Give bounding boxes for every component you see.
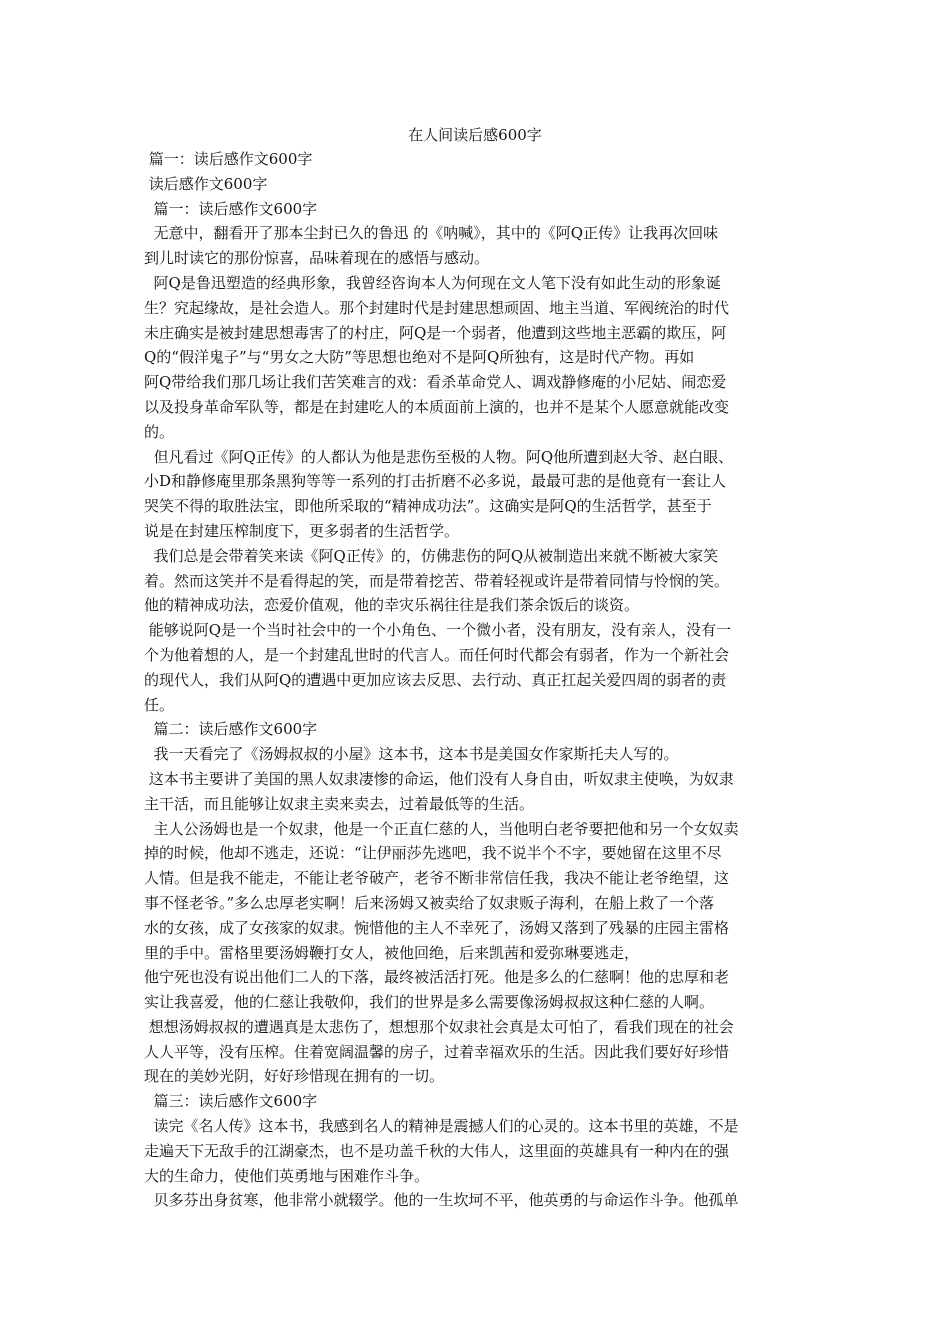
text-line: Q的“假洋鬼子”与“男女之大防”等思想也绝对不是阿Q所独有，这是时代产物。再如 <box>144 348 695 367</box>
text-line: 生？究起缘故，是社会造人。那个封建时代是封建思想顽固、地主当道、军阀统治的时代 <box>144 298 730 317</box>
text-line: 走遍天下无敌手的江湖豪杰，也不是功盖千秋的大伟人，这里面的英雄具有一种内在的强 <box>144 1141 730 1160</box>
text-line: 实让我喜爱，他的仁慈让我敬仰，我们的世界是多么需要像汤姆叔叔这种仁慈的人啊。 <box>144 993 715 1012</box>
text-line: 贝多芬出身贫寒，他非常小就辍学。他的一生坎坷不平，他英勇的与命运作斗争。他孤单 <box>144 1191 739 1210</box>
text-line: 我一天看完了《汤姆叔叔的小屋》这本书，这本书是美国女作家斯托夫人写的。 <box>144 745 679 764</box>
text-line: 我们总是会带着笑来读《阿Q正传》的，仿佛悲伤的阿Q从被制造出来就不断被大家笑 <box>144 546 719 565</box>
text-line: 读完《名人传》这本书，我感到名人的精神是震撼人们的心灵的。这本书里的英雄，不是 <box>144 1117 739 1136</box>
text-line: 他的精神成功法，恋爱价值观，他的幸灾乐祸往往是我们茶余饭后的谈资。 <box>144 596 640 615</box>
text-line: 能够说阿Q是一个当时社会中的一个小角色、一个微小者，没有朋友，没有亲人，没有一 <box>144 621 732 640</box>
text-line: 水的女孩，成了女孩家的奴隶。惋惜他的主人不幸死了，汤姆又落到了残暴的庄园主雷格 <box>144 918 730 937</box>
text-line: 阿Q是鲁迅塑造的经典形象，我曾经咨询本人为何现在文人笔下没有如此生动的形象诞 <box>144 273 721 292</box>
text-line: 的现代人，我们从阿Q的遭遇中更加应该去反思、去行动、真正扛起关爱四周的弱者的责 <box>144 670 727 689</box>
text-line: 着。然而这笑并不是看得起的笑，而是带着挖苦、带着轻视或许是带着同情与怜悯的笑。 <box>144 571 730 590</box>
text-line: 掉的时候，他却不逃走，还说：“让伊丽莎先逃吧，我不说半个不字，要她留在这里不尽 <box>144 844 722 863</box>
text-line: 现在的美妙光阴，好好珍惜现在拥有的一切。 <box>144 1067 445 1086</box>
text-line: 事不怪老爷。”多么忠厚老实啊！后来汤姆又被卖给了奴隶贩子海利，在船上救了一个落 <box>144 893 715 912</box>
text-line: 主干活，而且能够让奴隶主卖来卖去，过着最低等的生活。 <box>144 794 535 813</box>
text-line: 主人公汤姆也是一个奴隶，他是一个正直仁慈的人，当他明白老爷要把他和另一个女奴卖 <box>144 819 739 838</box>
text-line: 他宁死也没有说出他们二人的下落，最终被活活打死。他是多么的仁慈啊！他的忠厚和老 <box>144 968 730 987</box>
text-line: 这本书主要讲了美国的黑人奴隶凄惨的命运，他们没有人身自由，听奴隶主使唤，为奴隶 <box>144 769 734 788</box>
text-line: 说是在封建压榨制度下，更多弱者的生活哲学。 <box>144 521 460 540</box>
text-line: 篇一：读后感作文600字 <box>144 150 313 168</box>
text-line: 小D和静修庵里那条黑狗等等一系列的打击折磨不必多说，最最可悲的是他竟有一套让人 <box>144 472 727 491</box>
text-line: 无意中，翻看开了那本尘封已久的鲁迅 的《呐喊》，其中的《阿Q正传》让我再次回味 <box>144 224 719 243</box>
text-line: 篇一：读后感作文600字 <box>144 199 318 218</box>
text-line: 但凡看过《阿Q正传》的人都认为他是悲伤至极的人物。阿Q他所遭到赵大爷、赵白眼、 <box>144 447 734 466</box>
text-line: 里的手中。雷格里要汤姆鞭打女人，被他回绝，后来凯茜和爱弥琳要逃走， <box>144 943 640 962</box>
text-line: 篇二：读后感作文600字 <box>144 720 318 739</box>
text-line: 未庄确实是被封建思想毒害了的村庄，阿Q是一个弱者，他遭到这些地主恶霸的欺压，阿 <box>144 323 727 342</box>
text-line: 人情。但是我不能走，不能让老爷破产，老爷不断非常信任我，我决不能让老爷绝望，这 <box>144 869 730 888</box>
text-line: 以及投身革命军队等，都是在封建吃人的本质面前上演的，也并不是某个人愿意就能改变 <box>144 397 730 416</box>
text-line: 人人平等，没有压榨。住着宽阔温馨的房子，过着幸福欢乐的生活。因此我们要好好珍惜 <box>144 1042 730 1061</box>
document-body <box>144 147 812 1213</box>
text-line: 读后感作文600字 <box>144 174 268 193</box>
text-line: 个为他着想的人，是一个封建乱世时的代言人。而任何时代都会有弱者，作为一个新社会 <box>144 645 730 664</box>
text-line: 想想汤姆叔叔的遭遇真是太悲伤了，想想那个奴隶社会真是太可怕了，看我们现在的社会 <box>144 1017 734 1036</box>
text-line: 大的生命力，使他们英勇地与困难作斗争。 <box>144 1166 430 1185</box>
text-line: 到儿时读它的那份惊喜，品味着现在的感悟与感动。 <box>144 249 490 268</box>
text-line: 篇三：读后感作文600字 <box>144 1092 318 1111</box>
text-line: 的。 <box>144 422 175 441</box>
text-line: 任。 <box>144 695 175 714</box>
text-line: 哭笑不得的取胜法宝，即他所采取的“精神成功法”。这确实是阿Q的生活哲学，甚至于 <box>144 497 712 516</box>
text-line: 阿Q带给我们那几场让我们苦笑难言的戏：看杀革命党人、调戏静修庵的小尼姑、闹恋爱 <box>144 373 727 392</box>
document-title: 在人间读后感600字 <box>408 126 542 144</box>
